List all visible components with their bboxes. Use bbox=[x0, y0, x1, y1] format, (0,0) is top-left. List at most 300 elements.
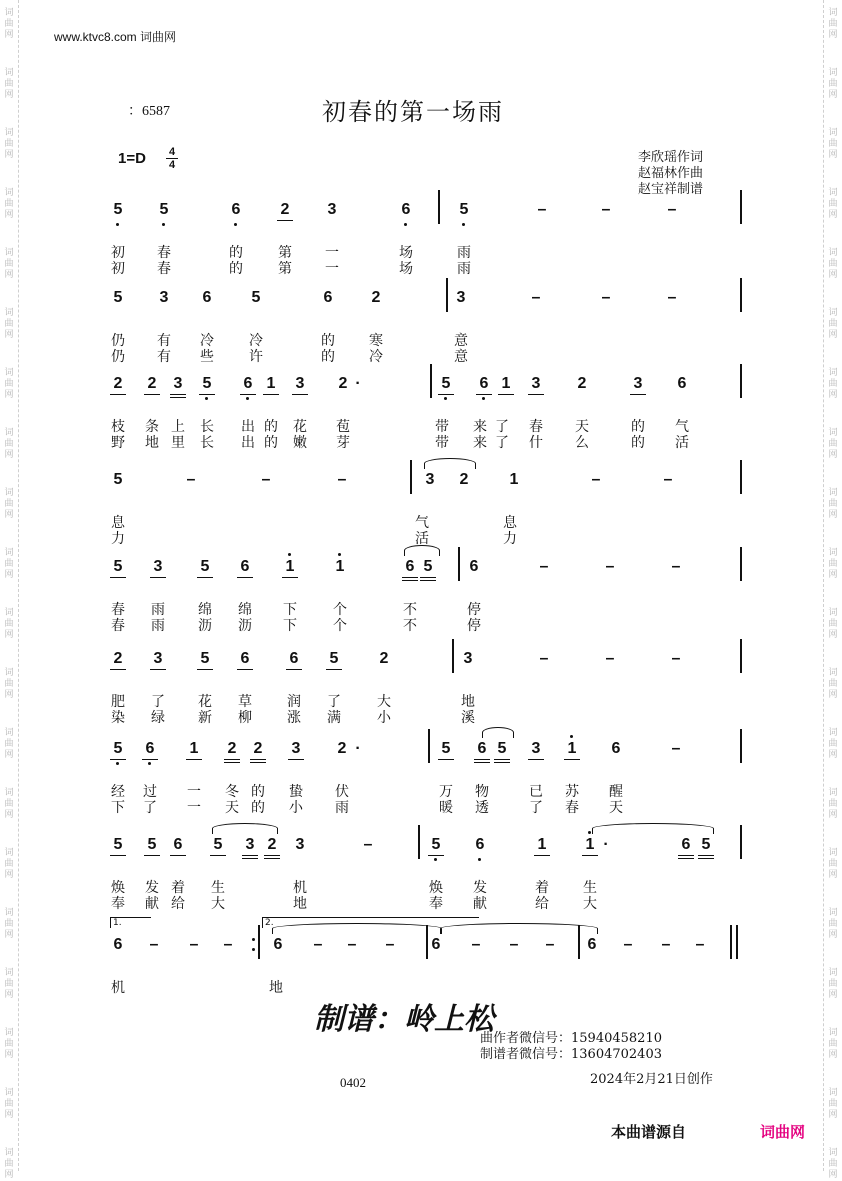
lyric-char: 的 bbox=[321, 333, 335, 349]
composer-wechat: 曲作者微信号：15940458210 bbox=[480, 1031, 662, 1046]
lyric-char: 苞 bbox=[336, 419, 350, 435]
score-note: – bbox=[363, 836, 373, 853]
lyric-char: 条 bbox=[145, 419, 159, 435]
score-note: 6 bbox=[142, 739, 158, 760]
lyric-char: 嫩 bbox=[293, 435, 307, 451]
tie-arc bbox=[424, 458, 476, 469]
volta-bracket: 1. bbox=[110, 917, 151, 928]
score-note: 5 bbox=[326, 649, 342, 670]
score-note: 5 bbox=[199, 374, 215, 395]
lyric-char: 蛰 bbox=[289, 784, 303, 800]
score-note: – bbox=[509, 936, 519, 953]
lyric-char: 停 bbox=[467, 618, 481, 634]
lyric-char: 一 bbox=[325, 245, 339, 261]
lyric-char: 花 bbox=[198, 694, 212, 710]
lyric-char: 下 bbox=[111, 800, 125, 816]
score-note: 6 bbox=[237, 649, 253, 670]
lyric-char: 天 bbox=[609, 800, 623, 816]
tie-arc bbox=[404, 545, 440, 556]
composer-credit: 赵福林作曲 bbox=[638, 166, 704, 181]
lyric-char: 冬 bbox=[225, 784, 239, 800]
score-note: 6 bbox=[323, 289, 333, 306]
score-note: 3 bbox=[292, 374, 308, 395]
score-note: 1 bbox=[534, 835, 550, 856]
score-note: 6 bbox=[170, 835, 186, 856]
lyric-char: 春 bbox=[157, 261, 171, 277]
lyric-char: 透 bbox=[475, 800, 489, 816]
watermark-text: 词 曲 网 bbox=[828, 428, 838, 460]
score-note: – bbox=[539, 650, 549, 667]
bar-line bbox=[740, 364, 742, 398]
score-note: 6 bbox=[237, 557, 253, 578]
score-note: – bbox=[223, 936, 233, 953]
bar-line bbox=[418, 825, 420, 859]
score-note: 2 bbox=[277, 200, 293, 221]
lyric-char: 上 bbox=[171, 419, 185, 435]
lyric-char: 来 bbox=[473, 419, 487, 435]
key-signature: 1=D bbox=[118, 150, 146, 167]
lyric-char: 了 bbox=[495, 435, 509, 451]
score-note: 6 bbox=[398, 200, 414, 220]
score-note: 2 bbox=[459, 471, 469, 488]
lyric-char: 着 bbox=[171, 880, 185, 896]
bar-line bbox=[430, 364, 432, 398]
lyric-char: 冷 bbox=[249, 333, 263, 349]
arranger-signature: 制谱：岭上松 bbox=[314, 1002, 494, 1037]
score-note: 5 bbox=[698, 835, 714, 859]
tie-arc bbox=[592, 823, 714, 834]
score-note: 5 bbox=[113, 289, 123, 306]
lyric-char: 下 bbox=[283, 618, 297, 634]
lyric-char: 草 bbox=[238, 694, 252, 710]
score-note: – bbox=[149, 936, 159, 953]
lyric-char: 许 bbox=[249, 349, 263, 365]
lyric-char: 仍 bbox=[111, 349, 125, 365]
lyric-char: 雨 bbox=[457, 245, 471, 261]
lyricist-credit: 李欣瑶作词 bbox=[638, 150, 704, 165]
watermark-text: 词 曲 网 bbox=[4, 368, 14, 400]
lyric-char: 了 bbox=[143, 800, 157, 816]
score-note: – bbox=[261, 471, 271, 488]
watermark-text: 词 曲 网 bbox=[828, 368, 838, 400]
watermark-text: 词 曲 网 bbox=[828, 188, 838, 220]
watermark-text: 词 曲 网 bbox=[828, 128, 838, 160]
score-note: 5 bbox=[110, 835, 126, 856]
score-note: 6 bbox=[273, 936, 283, 953]
score-note: 5 bbox=[420, 557, 436, 581]
score-note: 6 bbox=[286, 649, 302, 670]
score-note: 2 bbox=[577, 375, 587, 392]
watermark-text: 词 曲 网 bbox=[4, 908, 14, 940]
bar-line bbox=[740, 729, 742, 763]
bar-line bbox=[258, 925, 260, 959]
lyric-char: 奉 bbox=[429, 896, 443, 912]
lyric-char: 的 bbox=[264, 419, 278, 435]
lyric-char: 焕 bbox=[111, 880, 125, 896]
score-note: 6 bbox=[587, 936, 597, 953]
score-note: 2 bbox=[337, 740, 347, 757]
score-note: 1 bbox=[498, 374, 514, 395]
score-note: – bbox=[671, 740, 681, 757]
lyric-char: 场 bbox=[399, 245, 413, 261]
lyric-char: 仍 bbox=[111, 333, 125, 349]
score-note: 1 bbox=[186, 739, 202, 760]
score-note: 3 bbox=[630, 374, 646, 395]
score-note: – bbox=[661, 936, 671, 953]
lyric-char: 地 bbox=[145, 435, 159, 451]
score-note: 5 bbox=[456, 200, 472, 220]
score-note: 3 bbox=[150, 557, 166, 578]
score-note: – bbox=[313, 936, 323, 953]
watermark-text: 词 曲 网 bbox=[4, 1028, 14, 1060]
score-note: 6 bbox=[469, 558, 479, 575]
song-title: 初春的第一场雨 bbox=[322, 98, 504, 126]
lyric-char: 寒 bbox=[369, 333, 383, 349]
source-label: 本曲谱源自 bbox=[611, 1123, 687, 1141]
lyric-char: 春 bbox=[565, 800, 579, 816]
score-note: 3 bbox=[327, 201, 337, 218]
lyric-char: 大 bbox=[211, 896, 225, 912]
lyric-char: 力 bbox=[503, 531, 517, 547]
score-note: 2 bbox=[110, 374, 126, 395]
lyric-char: 地 bbox=[269, 980, 283, 996]
lyric-char: 么 bbox=[575, 435, 589, 451]
tie-arc bbox=[212, 823, 278, 834]
volta-bracket: 2. bbox=[262, 917, 479, 928]
watermark-text: 词 曲 网 bbox=[4, 848, 14, 880]
score-note: 6 bbox=[611, 740, 621, 757]
score-note: 3 bbox=[295, 836, 305, 853]
watermark-text: 词 曲 网 bbox=[828, 728, 838, 760]
lyric-char: 给 bbox=[535, 896, 549, 912]
lyric-char: 雨 bbox=[457, 261, 471, 277]
lyric-char: 些 bbox=[200, 349, 214, 365]
lyric-char: 有 bbox=[157, 333, 171, 349]
score-note: – bbox=[591, 471, 601, 488]
lyric-char: 了 bbox=[495, 419, 509, 435]
score-note: 2 bbox=[264, 835, 280, 859]
score-note: 5 bbox=[156, 200, 172, 220]
score-note: 6 bbox=[677, 375, 687, 392]
watermark-text: 词 曲 网 bbox=[4, 488, 14, 520]
score-note: 5 bbox=[110, 739, 126, 760]
score-note: 3 bbox=[170, 374, 186, 398]
watermark-text: 词 曲 网 bbox=[4, 788, 14, 820]
score-note: 6 bbox=[402, 557, 418, 581]
source-brand-link[interactable]: 词曲网 bbox=[760, 1123, 806, 1141]
doc-code: 0402 bbox=[340, 1075, 366, 1090]
watermark-text: 词 曲 网 bbox=[828, 608, 838, 640]
watermark-text: 词 曲 网 bbox=[828, 968, 838, 1000]
score-note: 5 bbox=[210, 835, 226, 856]
lyric-char: 天 bbox=[225, 800, 239, 816]
lyric-char: 气 bbox=[675, 419, 689, 435]
watermark-text: 词 曲 网 bbox=[4, 68, 14, 100]
watermark-text: 词 曲 网 bbox=[4, 248, 14, 280]
score-note: 1 bbox=[509, 471, 519, 488]
time-top: 4 bbox=[168, 146, 176, 158]
watermark-text: 词 曲 网 bbox=[4, 8, 14, 40]
score-note: 6 bbox=[228, 200, 244, 220]
bar-line bbox=[458, 547, 460, 581]
score-note: 5 bbox=[438, 374, 454, 395]
lyric-char: 大 bbox=[583, 896, 597, 912]
lyric-char: 场 bbox=[399, 261, 413, 277]
score-note: – bbox=[601, 201, 611, 218]
score-note: – bbox=[671, 558, 681, 575]
lyric-char: 带 bbox=[435, 435, 449, 451]
lyric-char: 溪 bbox=[461, 710, 475, 726]
score-note: – bbox=[671, 650, 681, 667]
score-note: 5 bbox=[110, 557, 126, 578]
repeat-dot bbox=[252, 938, 255, 941]
score-note: – bbox=[539, 558, 549, 575]
doc-number: ：6587 bbox=[128, 104, 170, 119]
score-note: 3 bbox=[463, 650, 473, 667]
right-watermark-strip bbox=[823, 0, 842, 1180]
score-note: 3 bbox=[288, 739, 304, 760]
lyric-char: 苏 bbox=[565, 784, 579, 800]
lyric-char: 个 bbox=[333, 618, 347, 634]
lyric-char: 大 bbox=[377, 694, 391, 710]
bar-line bbox=[730, 925, 732, 959]
score-note: 6 bbox=[202, 289, 212, 306]
lyric-char: 来 bbox=[473, 435, 487, 451]
score-note: 5 bbox=[110, 200, 126, 220]
bar-line bbox=[438, 190, 440, 224]
bar-line bbox=[740, 190, 742, 224]
lyric-char: 醒 bbox=[609, 784, 623, 800]
score-note: 1 bbox=[332, 557, 348, 577]
score-note: 3 bbox=[456, 289, 466, 306]
score-note: 1 bbox=[282, 557, 298, 578]
lyric-char: 经 bbox=[111, 784, 125, 800]
lyric-char: 沥 bbox=[238, 618, 252, 634]
lyric-char: 个 bbox=[333, 602, 347, 618]
score-note: 6 bbox=[476, 374, 492, 395]
lyric-char: 绵 bbox=[198, 602, 212, 618]
lyric-char: 生 bbox=[583, 880, 597, 896]
lyric-char: 过 bbox=[143, 784, 157, 800]
score-note: 6 bbox=[474, 739, 490, 763]
lyric-char: 带 bbox=[435, 419, 449, 435]
score-note: 2 bbox=[338, 375, 348, 392]
bar-line bbox=[428, 729, 430, 763]
left-watermark-strip bbox=[0, 0, 19, 1180]
score-note: – bbox=[663, 471, 673, 488]
score-note: 2 bbox=[250, 739, 266, 763]
lyric-char: 意 bbox=[454, 333, 468, 349]
lyric-char: 不 bbox=[403, 602, 417, 618]
lyric-char: 冷 bbox=[200, 333, 214, 349]
lyric-char: 地 bbox=[461, 694, 475, 710]
arranger-wechat: 制谱者微信号：13604702403 bbox=[480, 1047, 662, 1062]
lyric-char: 停 bbox=[467, 602, 481, 618]
score-note: 3 bbox=[528, 374, 544, 395]
bar-line bbox=[446, 278, 448, 312]
lyric-char: 的 bbox=[229, 261, 243, 277]
lyric-char: 的 bbox=[631, 419, 645, 435]
lyric-char: 长 bbox=[200, 419, 214, 435]
lyric-char: 的 bbox=[229, 245, 243, 261]
score-note: 6 bbox=[431, 936, 441, 953]
lyric-char: 芽 bbox=[336, 435, 350, 451]
score-note: 5 bbox=[438, 739, 454, 760]
repeat-dot bbox=[252, 948, 255, 951]
watermark-text: 词 曲 网 bbox=[4, 608, 14, 640]
watermark-text: 词 曲 网 bbox=[828, 8, 838, 40]
lyric-char: 地 bbox=[293, 896, 307, 912]
lyric-char: 焕 bbox=[429, 880, 443, 896]
score-note: 3 bbox=[425, 471, 435, 488]
lyric-char: 生 bbox=[211, 880, 225, 896]
lyric-char: 春 bbox=[111, 618, 125, 634]
score-note: 5 bbox=[428, 835, 444, 856]
watermark-text: 词 曲 网 bbox=[828, 548, 838, 580]
lyric-char: 春 bbox=[111, 602, 125, 618]
lyric-char: 万 bbox=[439, 784, 453, 800]
bar-line bbox=[736, 925, 738, 959]
score-note: – bbox=[605, 558, 615, 575]
score-note: 6 bbox=[113, 936, 123, 953]
score-note: 3 bbox=[159, 289, 169, 306]
score-note: – bbox=[667, 289, 677, 306]
lyric-char: 发 bbox=[473, 880, 487, 896]
score-note: 5 bbox=[197, 557, 213, 578]
watermark-text: 词 曲 网 bbox=[828, 908, 838, 940]
watermark-text: 词 曲 网 bbox=[4, 188, 14, 220]
score-note: 5 bbox=[251, 289, 261, 306]
lyric-char: 献 bbox=[473, 896, 487, 912]
lyric-char: 初 bbox=[111, 245, 125, 261]
score-note: · bbox=[355, 375, 361, 392]
lyric-char: 雨 bbox=[335, 800, 349, 816]
lyric-char: 沥 bbox=[198, 618, 212, 634]
bar-line bbox=[410, 460, 412, 494]
watermark-text: 词 曲 网 bbox=[828, 248, 838, 280]
score-note: 5 bbox=[144, 835, 160, 856]
bar-line bbox=[740, 639, 742, 673]
score-note: 5 bbox=[197, 649, 213, 670]
watermark-text: 词 曲 网 bbox=[4, 1148, 14, 1180]
lyric-char: 第 bbox=[278, 245, 292, 261]
score-note: 3 bbox=[242, 835, 258, 859]
lyric-char: 机 bbox=[293, 880, 307, 896]
lyric-char: 新 bbox=[198, 710, 212, 726]
watermark-text: 词 曲 网 bbox=[828, 788, 838, 820]
site-header[interactable]: www.ktvc8.com 词曲网 bbox=[54, 30, 177, 44]
lyric-char: 染 bbox=[111, 710, 125, 726]
watermark-text: 词 曲 网 bbox=[828, 1148, 838, 1180]
lyric-char: 雨 bbox=[151, 602, 165, 618]
lyric-char: 天 bbox=[575, 419, 589, 435]
time-bottom: 4 bbox=[168, 159, 176, 171]
tie-arc bbox=[482, 727, 514, 738]
score-note: 2 bbox=[110, 649, 126, 670]
watermark-text: 词 曲 网 bbox=[4, 428, 14, 460]
score-note: 6 bbox=[240, 374, 256, 395]
score-note: – bbox=[601, 289, 611, 306]
score-note: 1 bbox=[263, 374, 279, 395]
lyric-char: 绵 bbox=[238, 602, 252, 618]
score-note: – bbox=[605, 650, 615, 667]
watermark-text: 词 曲 网 bbox=[4, 128, 14, 160]
bar-line bbox=[740, 278, 742, 312]
lyric-char: 什 bbox=[529, 435, 543, 451]
lyric-char: 气 bbox=[415, 515, 429, 531]
lyric-char: 着 bbox=[535, 880, 549, 896]
watermark-text: 词 曲 网 bbox=[828, 1028, 838, 1060]
lyric-char: 力 bbox=[111, 531, 125, 547]
bar-line bbox=[740, 547, 742, 581]
lyric-char: 冷 bbox=[369, 349, 383, 365]
bar-line bbox=[740, 460, 742, 494]
score-note: – bbox=[623, 936, 633, 953]
lyric-char: 枝 bbox=[111, 419, 125, 435]
time-signature bbox=[166, 146, 178, 171]
score-note: – bbox=[537, 201, 547, 218]
bar-line bbox=[452, 639, 454, 673]
lyric-char: 的 bbox=[251, 800, 265, 816]
score-note: – bbox=[545, 936, 555, 953]
lyric-char: 给 bbox=[171, 896, 185, 912]
lyric-char: 春 bbox=[529, 419, 543, 435]
lyric-char: 活 bbox=[415, 531, 429, 547]
lyric-char: 的 bbox=[631, 435, 645, 451]
lyric-char: 绿 bbox=[151, 710, 165, 726]
lyric-char: 初 bbox=[111, 261, 125, 277]
score-note: – bbox=[186, 471, 196, 488]
lyric-char: 小 bbox=[377, 710, 391, 726]
watermark-text: 词 曲 网 bbox=[4, 308, 14, 340]
score-note: – bbox=[667, 201, 677, 218]
watermark-text: 词 曲 网 bbox=[828, 488, 838, 520]
score-note: · bbox=[355, 740, 361, 757]
lyric-char: 满 bbox=[327, 710, 341, 726]
score-note: 6 bbox=[472, 835, 488, 855]
bar-line bbox=[740, 825, 742, 859]
lyric-char: 出 bbox=[241, 419, 255, 435]
score-note: 6 bbox=[678, 835, 694, 859]
lyric-char: 润 bbox=[287, 694, 301, 710]
score-note: – bbox=[347, 936, 357, 953]
lyric-char: 长 bbox=[200, 435, 214, 451]
lyric-char: 了 bbox=[327, 694, 341, 710]
score-note: 2 bbox=[371, 289, 381, 306]
lyric-char: 肥 bbox=[111, 694, 125, 710]
watermark-text: 词 曲 网 bbox=[4, 548, 14, 580]
lyric-char: 机 bbox=[111, 980, 125, 996]
score-note: – bbox=[531, 289, 541, 306]
score-note: 2 bbox=[379, 650, 389, 667]
lyric-char: 献 bbox=[145, 896, 159, 912]
lyric-char: 第 bbox=[278, 261, 292, 277]
lyric-char: 奉 bbox=[111, 896, 125, 912]
lyric-char: 出 bbox=[241, 435, 255, 451]
lyric-char: 的 bbox=[321, 349, 335, 365]
lyric-char: 了 bbox=[151, 694, 165, 710]
lyric-char: 暖 bbox=[439, 800, 453, 816]
lyric-char: 雨 bbox=[151, 618, 165, 634]
lyric-char: 了 bbox=[529, 800, 543, 816]
watermark-text: 词 曲 网 bbox=[4, 1088, 14, 1120]
lyric-char: 野 bbox=[111, 435, 125, 451]
score-note: – bbox=[385, 936, 395, 953]
score-note: – bbox=[189, 936, 199, 953]
watermark-text: 词 曲 网 bbox=[828, 1088, 838, 1120]
watermark-text: 词 曲 网 bbox=[4, 968, 14, 1000]
lyric-char: 活 bbox=[675, 435, 689, 451]
